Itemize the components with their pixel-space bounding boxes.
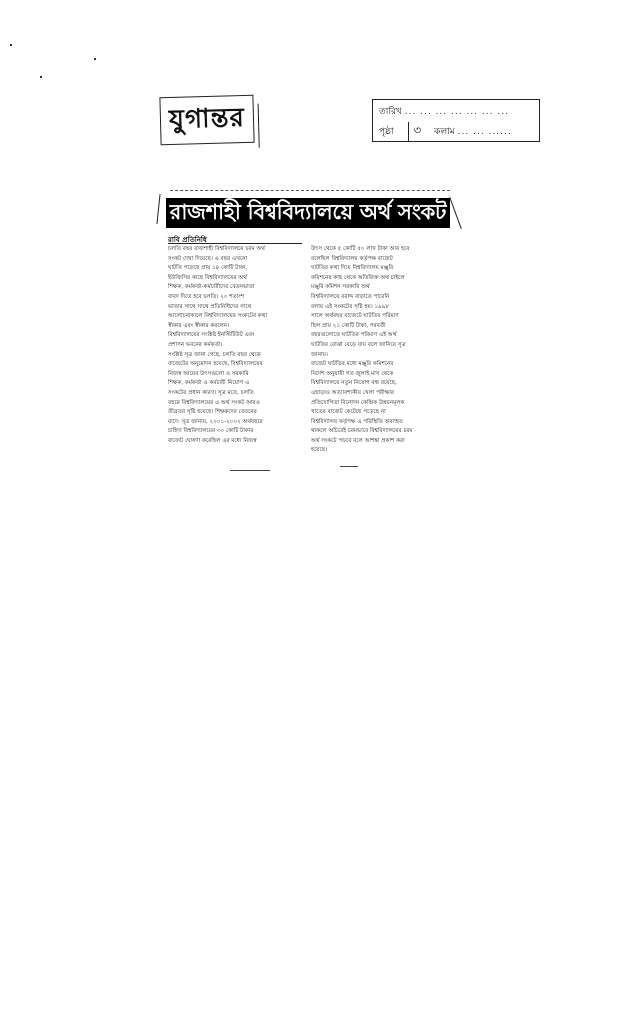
article-text-line: কমিশনের কাছ থেকে অতিরিক্ত অর্থ চাইলে [311,274,405,281]
article-text-line: শিক্ষক, কর্মকর্তা-কর্মচারীদের বেতনভাতা [168,284,255,291]
article-headline: রাজশাহী বিশ্ববিদ্যালয়ে অর্থ সংকট [166,198,450,228]
article-text-line: বাজেট ঘাটতির মধ্যে মঞ্জুরি কমিশনের [311,361,394,368]
article-text-line: এছাড়াও অত্যাবশ্যকীয় খেলা পরীক্ষার [311,389,394,396]
scan-speck [94,58,96,60]
article-text-line: সংকটের প্রধান কারণ। সূত্র মতে, চলতি [168,389,254,396]
article-text-line: চাহিদা বিশ্ববিদ্যালয়ের ৩০ কোটি টাকার [168,428,254,435]
article-text-line: হয়েছে। [311,447,328,454]
article-text-line: স্বীকার এবং স্বীকার করলেন। [168,322,230,329]
clipping-info-box [372,99,540,142]
date-label: তারিখ [379,107,402,117]
newspaper-masthead [159,95,254,145]
article-text-line: বলেছিল বিশ্ববিদ্যালয় কর্তৃপক্ষ বাজেট [311,255,393,262]
article-text-line: ইউজিসির কাছে বিশ্ববিদ্যালয়ের অর্থ [168,274,247,281]
article-text-line: বিশ্ববিদ্যালয়ে নতুন নিয়োগ বন্ধ রয়েছে, [311,380,397,387]
article-text-line: ভাতার সাথে সাথে প্রতিনিধিদের সাথে [168,303,252,310]
divider [340,466,358,467]
article-text-line: সালে অর্থবছর বাজেটে ঘাটতির পরিমাণ [311,313,399,320]
article-text-line: নিজস্ব আয়ের উৎসগুলো ও সরকারি [168,370,249,377]
article-text-line: বাজেটের অনুমোদন হয়েছে, বিশ্ববিদ্যালয়ের [168,361,263,368]
column-dots: ... ... ...... [457,127,512,137]
article-text-line: বলায় এই সংকটের সৃষ্টি হয়। ১৯৯৮ [311,303,390,310]
article-text-line: বিশ্ববিদ্যালয় কর্তৃপক্ষ এ পরিস্থিতি অব্যাহত [311,418,403,425]
page-label: পৃষ্ঠা [379,127,394,137]
article-column-2 [311,245,447,456]
article-text-line: ছিল প্রায় ২১ কোটি টাকা, পরবর্তী [311,322,386,329]
divider [230,470,270,471]
article-text-line: তীব্রতর সৃষ্টি হয়েছে। শিক্ষকদের বেতনের [168,409,257,416]
column-label: কলাম [434,127,455,137]
article-text-line: অর্থ সংকটে পড়বে বলে আশঙ্কা প্রকাশ করা [311,437,405,444]
article-text-line: প্রতিযোগিতা বিনোদন কেন্দ্রিক উন্নয়নমূলক [311,399,405,406]
article-text-line: প্রশাসন ভবনের কর্মকর্তা। [168,341,223,348]
article-text-line: মঞ্জুরি কমিশন সরকারি অর্থ [311,284,370,291]
page-row [379,122,512,142]
article-text-line: বিশ্ববিদ্যালয়ে বরাদ্দ বাড়াতে পারেনি [311,293,390,300]
article-text-line: ঘাটতির বোঝা বেড়ে যায় বলে জানিয়ে সূত্র [311,341,406,348]
date-row [379,104,509,119]
scan-speck [10,44,12,46]
clip-mark [449,197,462,229]
article-byline: রাবি প্রতিনিধি [168,236,207,244]
article-text-line: চলতি বছর রাজশাহী বিশ্ববিদ্যালয়ে চরম অর্থ [168,246,265,252]
article-text-line: বিশ্ববিদ্যালয়ের সংশ্লিষ্ট ইনস্টিটিউট এবং [168,332,255,339]
article-text-line: নির্দেশ অনুযায়ী গত জুলাই মাস থেকে [311,370,394,377]
article-text-line: জানায়। [311,351,328,358]
clip-mark [156,194,160,224]
article-text-line: খাতের বাজেট কেটেছে পড়েছে না [311,409,386,416]
masthead-name: যুগান্তর [168,103,246,135]
divider [168,243,302,244]
scan-speck [40,76,42,78]
article-text-line: আলোচনাকালে বিশ্ববিদ্যালয়ের সংকটের কথা [168,313,267,320]
article-text-line: বছরগুলোতে ঘাটতির পরিমাণ এই অর্থ [311,332,397,339]
article-text-line: বাদে: সূত্র জানায়, ২০০১-২০০২ অর্থবছরে [168,418,263,425]
date-dots: ... ... ... ... ... ... ... [404,107,509,117]
divider [170,190,450,191]
article-text-line: বাবদ দিতে হবে চলতি। ২০ শতাংশ [168,293,245,300]
article-column-1 [168,245,304,446]
article-text-line: শিক্ষক, কর্মকর্তা ও কর্মচারী নিয়োগ এ [168,380,250,387]
article-text-line: ঘাটতি পড়েছে প্রায় ১৪ কোটি টাকা, [168,265,248,272]
article-text-line: উৎস থেকে ৫ কোটি ৫০ লাখ টাকা আয় হবে [311,246,410,252]
article-text-line: বাজেট ঘোষণা করেছিল এর মধ্যে নিজস্ব [168,437,257,444]
article-text-line: থাকলে অচিরেই চরমভাবে বিশ্ববিদ্যালয়ের চরম [311,428,413,435]
article-text-line: সংশ্লিষ্ট সূত্র জানা গেছে, চলতি বছর থেকে [168,351,261,358]
article-text-line: বছরে বিশ্ববিদ্যালয়ের এ অর্থ সংকট আরও [168,399,260,406]
article-text-line: ঘাটতির কথা দিয়ে বিশ্ববিদ্যালয় মঞ্জুরি [311,265,394,272]
article-text-line: সংকট দেখা দিয়েছে। এ বছর এখনো [168,255,248,262]
page-number: ৩ [408,122,421,142]
